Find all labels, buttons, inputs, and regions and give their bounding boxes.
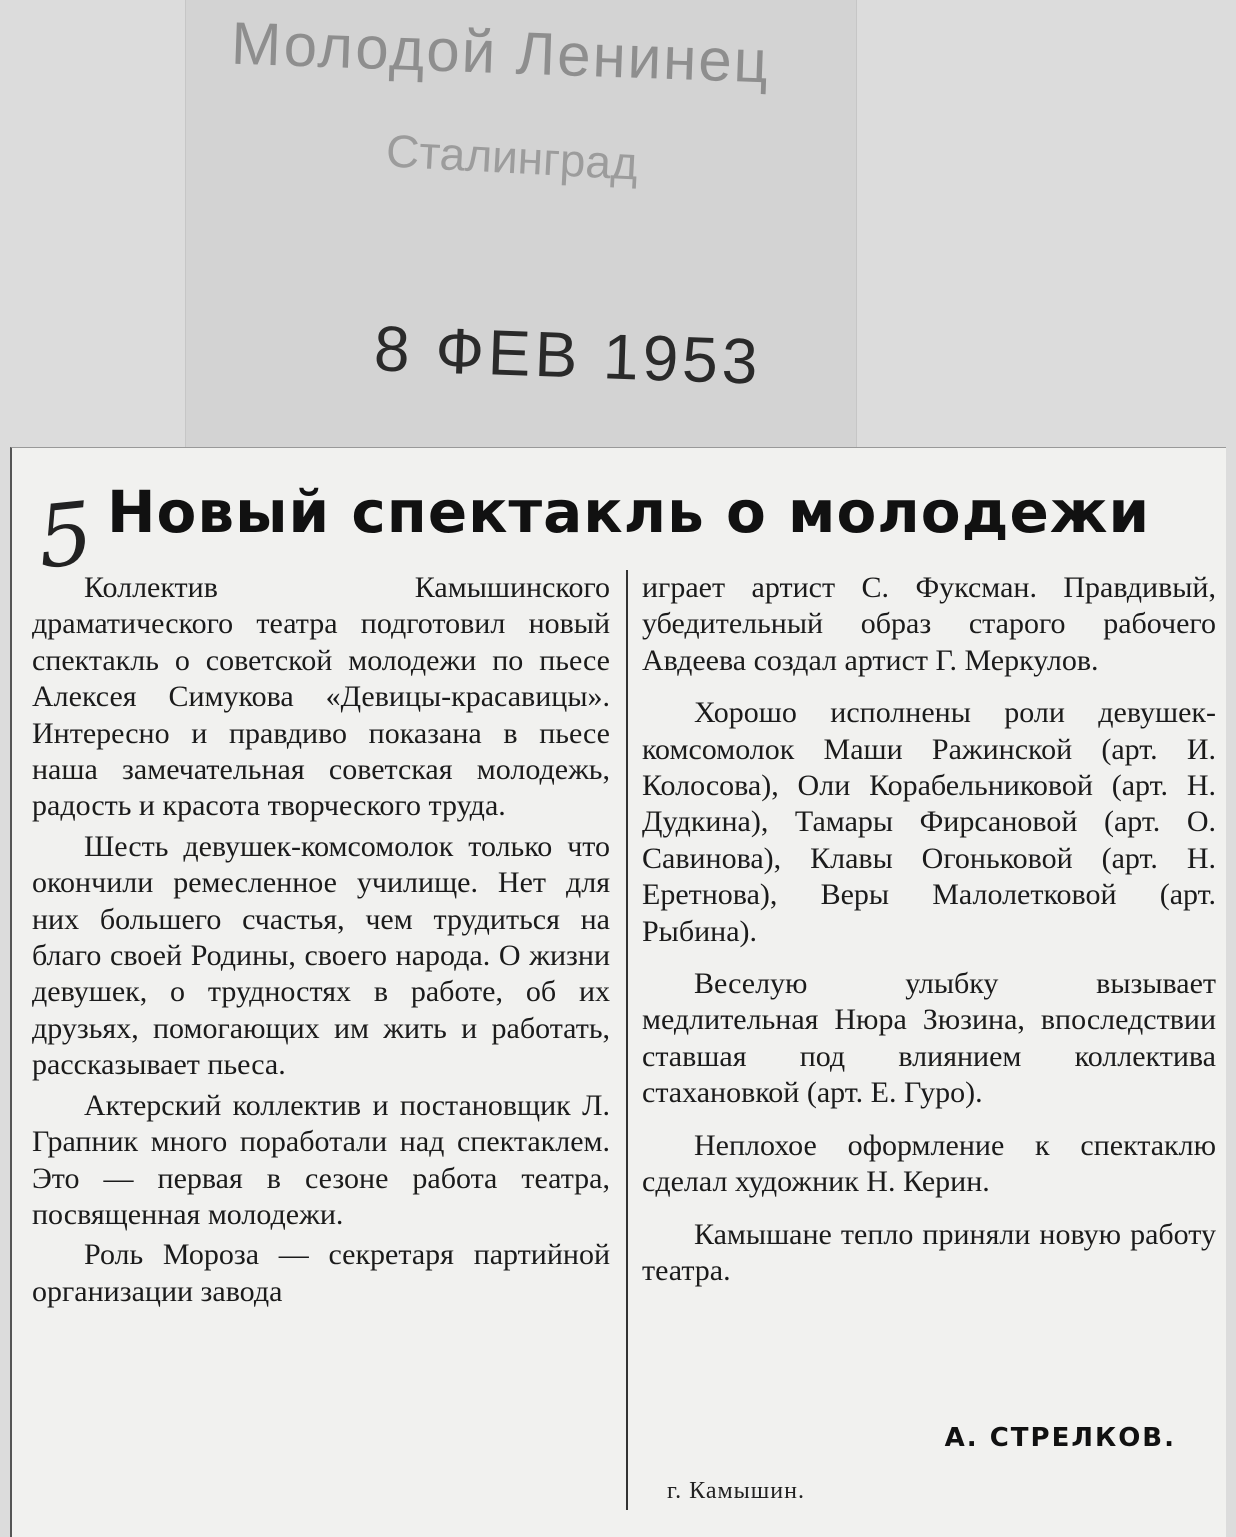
stamp-city: Сталинград bbox=[384, 124, 640, 190]
archive-stamp-card bbox=[185, 0, 857, 452]
article-paragraph: Камышане тепло приняли новую работу театра. bbox=[642, 1217, 1216, 1287]
stamp-date: 8 ФЕВ 1953 bbox=[372, 312, 763, 398]
article-paragraph-continuation: играет артист С. Фуксман. Правдивый, убедительный образ старого рабочего Авдеева создал артист Г. Меркулов. bbox=[642, 571, 1216, 677]
article-dateline: г. Камышин. bbox=[667, 1478, 805, 1504]
handwritten-page-number: 5 bbox=[32, 483, 98, 589]
column-divider bbox=[626, 570, 628, 1510]
article-paragraph: Неплохое оформление к спектаклю сделал художник Н. Керин. bbox=[642, 1128, 1216, 1199]
article-author: А. СТРЕЛКОВ. bbox=[944, 1423, 1176, 1453]
stamp-newspaper-name: Молодой Ленинец bbox=[229, 9, 772, 96]
article-paragraph: Актерский коллектив и постановщик Л. Грапник много поработали над спектаклем. Это — первая в сезоне работа театра, посвященная молодежи. bbox=[32, 1088, 610, 1231]
article-headline: Новый спектакль о молодежи bbox=[107, 478, 1151, 546]
article-paragraph: Хорошо исполнены роли девушек-комсомолок Маши Ражинской (арт. И. Колосова), Оли Корабельниковой (арт. Н. Дудкина), Тамары Фирсановой (арт. О. Савинова), Клавы Огоньковой (арт. Н. Еретнова), Веры Малолетковой (арт. Рыбина). bbox=[642, 696, 1216, 948]
article-left-column bbox=[32, 570, 610, 1310]
article-right-column bbox=[642, 570, 1216, 1289]
article-paragraph: Роль Мороза — секретаря партийной организации завода bbox=[32, 1238, 610, 1308]
article-paragraph: Шесть девушек-комсомолок только что окончили ремесленное училище. Нет для них большего счастья, чем трудиться на благо своей Родины, своего народа. О жизни девушек, о трудностях в работе, об их друзьях, помогающих им жить и работать, рассказывает пьеса. bbox=[32, 829, 610, 1082]
article-paragraph: Коллектив Камышинского драматического театра подготовил новый спектакль о советской молодежи по пьесе Алексея Симукова «Девицы-красавицы». Интересно и правдиво показана в пьесе наша замечательная советская молодежь, радость и красота творческого труда. bbox=[32, 571, 610, 823]
article-paragraph: Веселую улыбку вызывает медлительная Нюра Зюзина, впоследствии ставшая под влиянием коллектива стахановкой (арт. Е. Гуро). bbox=[642, 967, 1216, 1110]
newspaper-clipping bbox=[10, 447, 1226, 1537]
